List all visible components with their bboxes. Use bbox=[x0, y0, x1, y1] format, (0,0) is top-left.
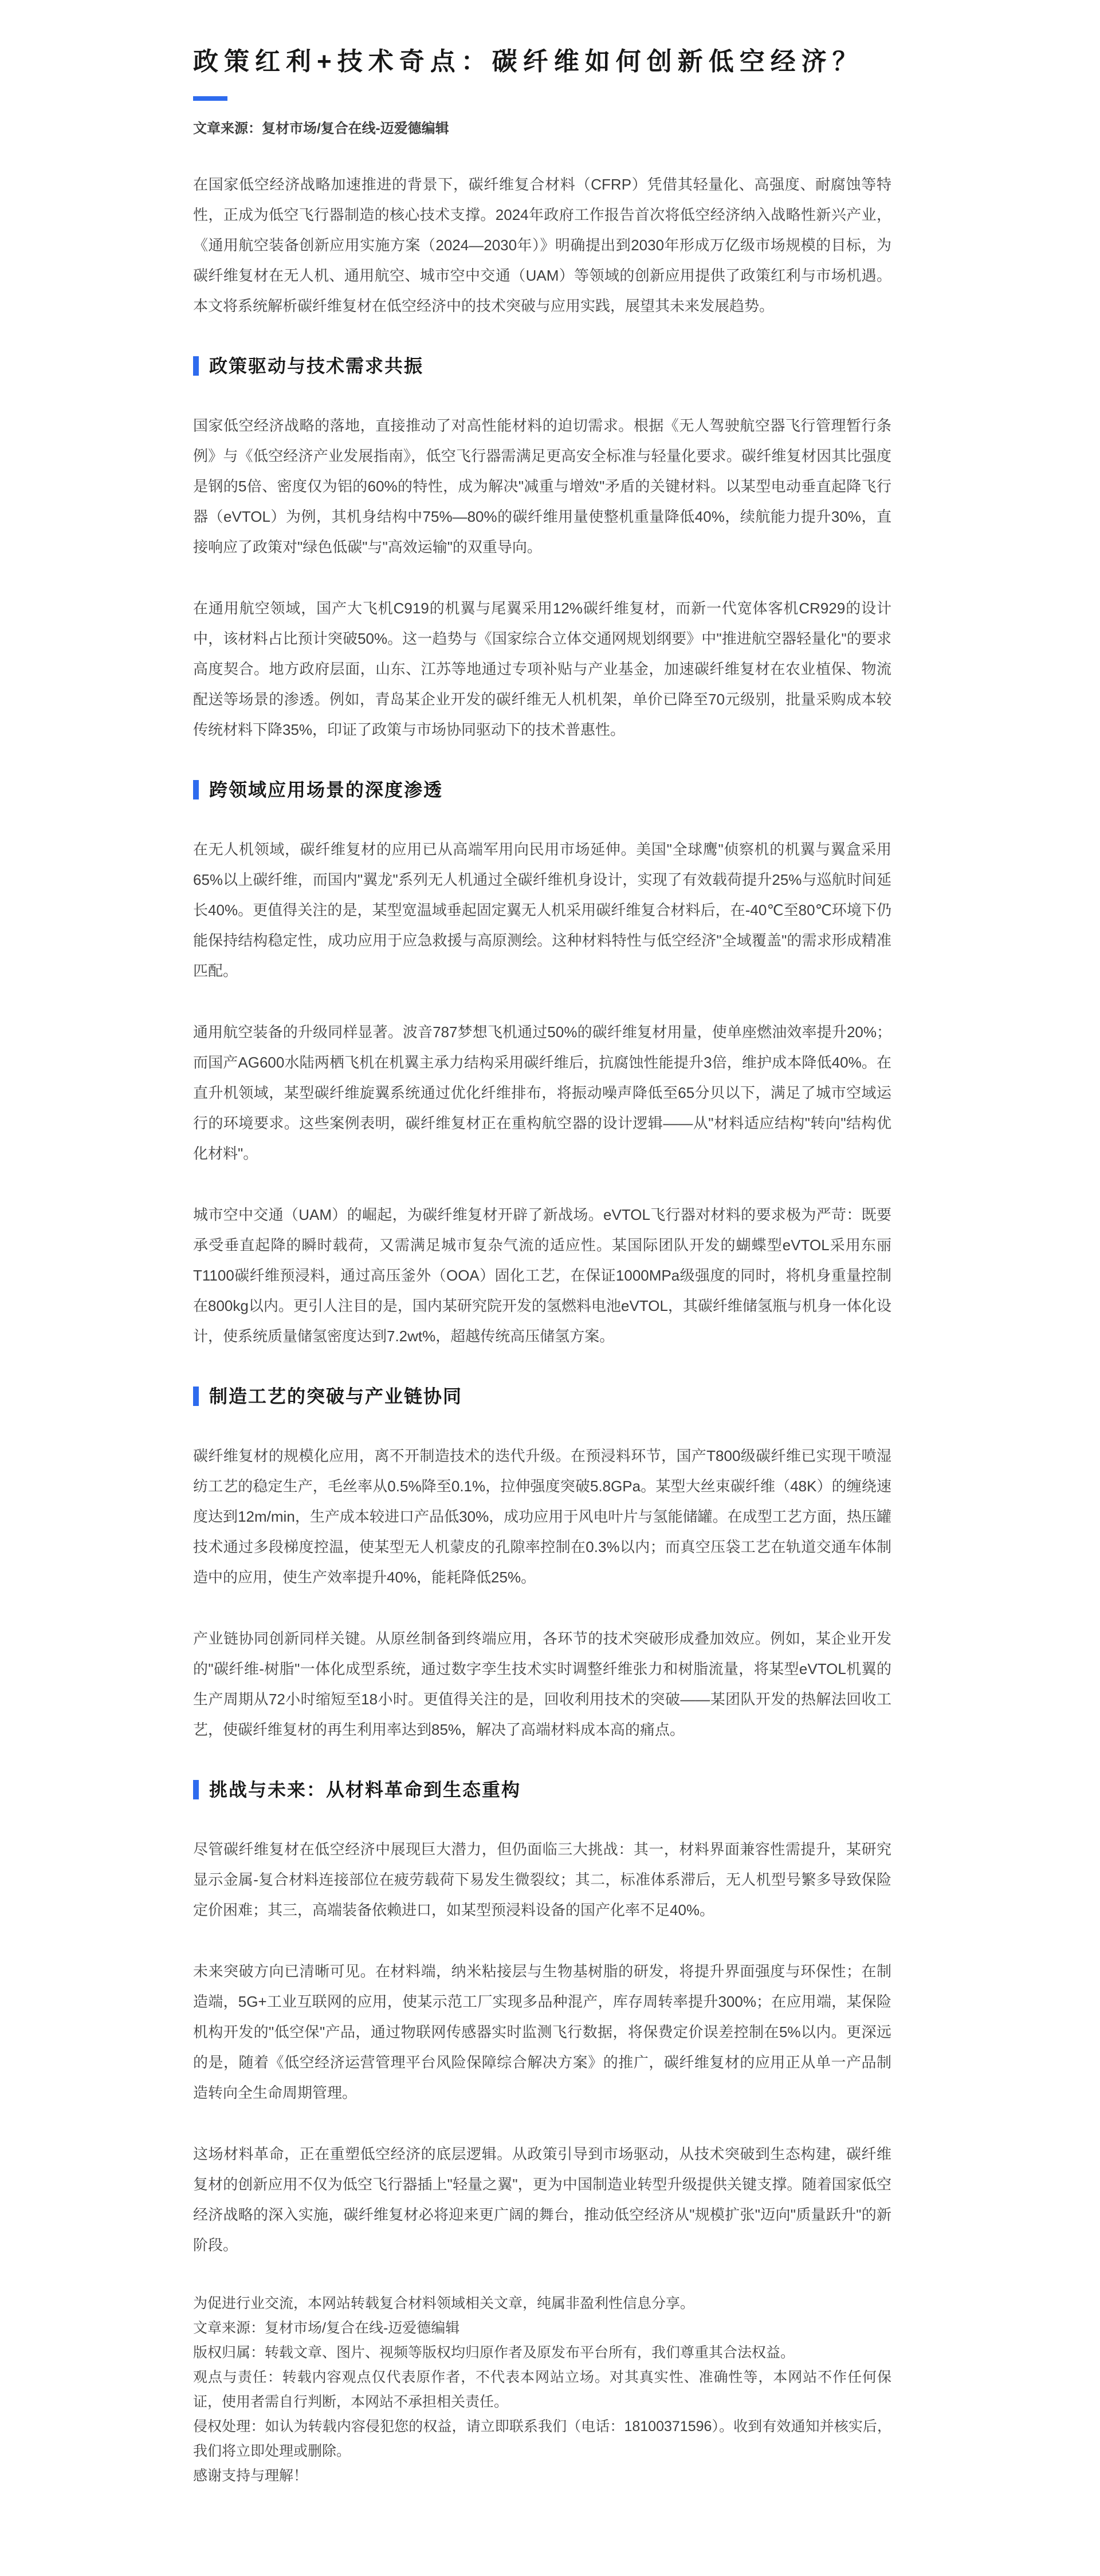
section-paragraph: 这场材料革命，正在重塑低空经济的底层逻辑。从政策引导到市场驱动，从技术突破到生态构建，碳纤维复材的创新应用不仅为低空飞行器插上"轻量之翼"，更为中国制造业转型升级提供关键支撑。随着国家低空经济战略的深入实施，碳纤维复材必将迎来更广阔的舞台，推动低空经济从"规模扩张"迈向"质量跃升"的新阶段。 bbox=[193, 2145, 891, 2254]
section-heading-label: 挑战与未来：从材料革命到生态重构 bbox=[209, 1779, 521, 1800]
article-source: 文章来源：复材市场/复合在线-迈爱德编辑 bbox=[193, 121, 449, 136]
section-paragraph: 国家低空经济战略的落地，直接推动了对高性能材料的迫切需求。根据《无人驾驶航空器飞行管理暂行条例》与《低空经济产业发展指南》，低空飞行器需满足更高安全标准与轻量化要求。碳纤维复材因其比强度是钢的5倍、密度仅为铝的60%的特性，成为解决"减重与增效"矛盾的关键材料。以某型电动垂直起降飞行器（eVTOL）为例，其机身结构中75%—80%的碳纤维用量使整机重量降低40%，续航能力提升30%，直接响应了政策对"绿色低碳"与"高效运输"的双重导向。 bbox=[193, 417, 891, 556]
section-paragraph: 尽管碳纤维复材在低空经济中展现巨大潜力，但仍面临三大挑战：其一，材料界面兼容性需提升，某研究显示金属-复合材料连接部位在疲劳载荷下易发生微裂纹；其二，标准体系滞后，无人机型号繁多导致保险定价困难；其三，高端装备依赖进口，如某型预浸料设备的国产化率不足40%。 bbox=[193, 1841, 891, 1919]
disclaimer-footer bbox=[193, 2291, 891, 2523]
section-heading-label: 政策驱动与技术需求共振 bbox=[209, 356, 424, 376]
section-heading-manufacturing bbox=[193, 1385, 891, 1408]
heading-accent-bar bbox=[193, 1387, 199, 1406]
footer-line: 版权归属：转载文章、图片、视频等版权均归原作者及原发布平台所有，我们尊重其合法权益。 bbox=[193, 2345, 795, 2361]
section-paragraph: 碳纤维复材的规模化应用，离不开制造技术的迭代升级。在预浸料环节，国产T800级碳纤维已实现干喷湿纺工艺的稳定生产，毛丝率从0.5%降至0.1%，拉伸强度突破5.8GPa。某型大丝束碳纤维（48K）的缠绕速度达到12m/min，生产成本较进口产品低30%，成功应用于风电叶片与氢能储罐。在成型工艺方面，热压罐技术通过多段梯度控温，使某型无人机蒙皮的孔隙率控制在0.3%以内；而真空压袋工艺在轨道交通车体制造中的应用，使生产效率提升40%，能耗降低25%。 bbox=[193, 1447, 891, 1586]
section-paragraph: 未来突破方向已清晰可见。在材料端，纳米粘接层与生物基树脂的研发，将提升界面强度与环保性；在制造端，5G+工业互联网的应用，使某示范工厂实现多品种混产，库存周转率提升300%；在应用端，某保险机构开发的"低空保"产品，通过物联网传感器实时监测飞行数据，将保费定价误差控制在5%以内。更深远的是，随着《低空经济运营管理平台风险保障综合解决方案》的推广，碳纤维复材的应用正从单一产品制造转向全生命周期管理。 bbox=[193, 1963, 891, 2101]
footer-line: 文章来源：复材市场/复合在线-迈爱德编辑 bbox=[193, 2320, 460, 2336]
section-heading-label: 跨领域应用场景的深度渗透 bbox=[209, 779, 443, 800]
section-heading-policy bbox=[193, 355, 891, 377]
heading-accent-bar bbox=[193, 780, 199, 799]
footer-line: 侵权处理：如认为转载内容侵犯您的权益，请立即联系我们（电话：18100371596）。收到有效通知并核实后，我们将立即处理或删除。 bbox=[193, 2419, 891, 2459]
section-heading-applications bbox=[193, 778, 891, 801]
heading-accent-bar bbox=[193, 356, 199, 376]
article-page bbox=[193, 0, 891, 2523]
heading-accent-bar bbox=[193, 1780, 199, 1799]
page-title: 政策红利+技术奇点：碳纤维如何创新低空经济？ bbox=[193, 48, 863, 76]
section-paragraph: 在无人机领域，碳纤维复材的应用已从高端军用向民用市场延伸。美国"全球鹰"侦察机的机翼与翼盒采用65%以上碳纤维，而国内"翼龙"系列无人机通过全碳纤维机身设计，实现了有效载荷提升25%与巡航时间延长40%。更值得关注的是，某型宽温域垂起固定翼无人机采用碳纤维复合材料后，在-40℃至80℃环境下仍能保持结构稳定性，成功应用于应急救援与高原测绘。这种材料特性与低空经济"全域覆盖"的需求形成精准匹配。 bbox=[193, 841, 891, 979]
intro-paragraph: 在国家低空经济战略加速推进的背景下，碳纤维复合材料（CFRP）凭借其轻量化、高强度、耐腐蚀等特性，正成为低空飞行器制造的核心技术支撑。2024年政府工作报告首次将低空经济纳入战略性新兴产业，《通用航空装备创新应用实施方案（2024—2030年）》明确提出到2030年形成万亿级市场规模的目标，为碳纤维复材在无人机、通用航空、城市空中交通（UAM）等领域的创新应用提供了政策红利与市场机遇。本文将系统解析碳纤维复材在低空经济中的技术突破与应用实践，展望其未来发展趋势。 bbox=[193, 176, 891, 314]
footer-line: 观点与责任：转载内容观点仅代表原作者，不代表本网站立场。对其真实性、准确性等，本网站不作任何保证，使用者需自行判断，本网站不承担相关责任。 bbox=[193, 2369, 891, 2410]
section-paragraph: 通用航空装备的升级同样显著。波音787梦想飞机通过50%的碳纤维复材用量，使单座燃油效率提升20%；而国产AG600水陆两栖飞机在机翼主承力结构采用碳纤维后，抗腐蚀性能提升3倍，维护成本降低40%。在直升机领域，某型碳纤维旋翼系统通过优化纤维排布，将振动噪声降低至65分贝以下，满足了城市空域运行的环境要求。这些案例表明，碳纤维复材正在重构航空器的设计逻辑——从"材料适应结构"转向"结构优化材料"。 bbox=[193, 1023, 891, 1162]
footer-line: 为促进行业交流，本网站转载复合材料领域相关文章，纯属非盈利性信息分享。 bbox=[193, 2295, 695, 2311]
footer-line: 感谢支持与理解！ bbox=[193, 2468, 308, 2484]
section-heading-challenges bbox=[193, 1778, 891, 1801]
section-paragraph: 在通用航空领域，国产大飞机C919的机翼与尾翼采用12%碳纤维复材，而新一代宽体客机CR929的设计中，该材料占比预计突破50%。这一趋势与《国家综合立体交通网规划纲要》中"推进航空器轻量化"的要求高度契合。地方政府层面，山东、江苏等地通过专项补贴与产业基金，加速碳纤维复材在农业植保、物流配送等场景的渗透。例如，青岛某企业开发的碳纤维无人机机架，单价已降至70元级别，批量采购成本较传统材料下降35%，印证了政策与市场协同驱动下的技术普惠性。 bbox=[193, 600, 891, 738]
section-paragraph: 城市空中交通（UAM）的崛起，为碳纤维复材开辟了新战场。eVTOL飞行器对材料的要求极为严苛：既要承受垂直起降的瞬时载荷，又需满足城市复杂气流的适应性。某国际团队开发的蝴蝶型eVTOL采用东丽T1100碳纤维预浸料，通过高压釜外（OOA）固化工艺，在保证1000MPa级强度的同时，将机身重量控制在800kg以内。更引人注目的是，国内某研究院开发的氢燃料电池eVTOL，其碳纤维储氢瓶与机身一体化设计，使系统质量储氢密度达到7.2wt%，超越传统高压储氢方案。 bbox=[193, 1206, 891, 1345]
section-heading-label: 制造工艺的突破与产业链协同 bbox=[209, 1386, 463, 1407]
section-paragraph: 产业链协同创新同样关键。从原丝制备到终端应用，各环节的技术突破形成叠加效应。例如，某企业开发的"碳纤维-树脂"一体化成型系统，通过数字孪生技术实时调整纤维张力和树脂流量，将某型eVTOL机翼的生产周期从72小时缩短至18小时。更值得关注的是，回收利用技术的突破——某团队开发的热解法回收工艺，使碳纤维复材的再生利用率达到85%，解决了高端材料成本高的痛点。 bbox=[193, 1630, 891, 1738]
title-accent-dash bbox=[193, 96, 227, 101]
